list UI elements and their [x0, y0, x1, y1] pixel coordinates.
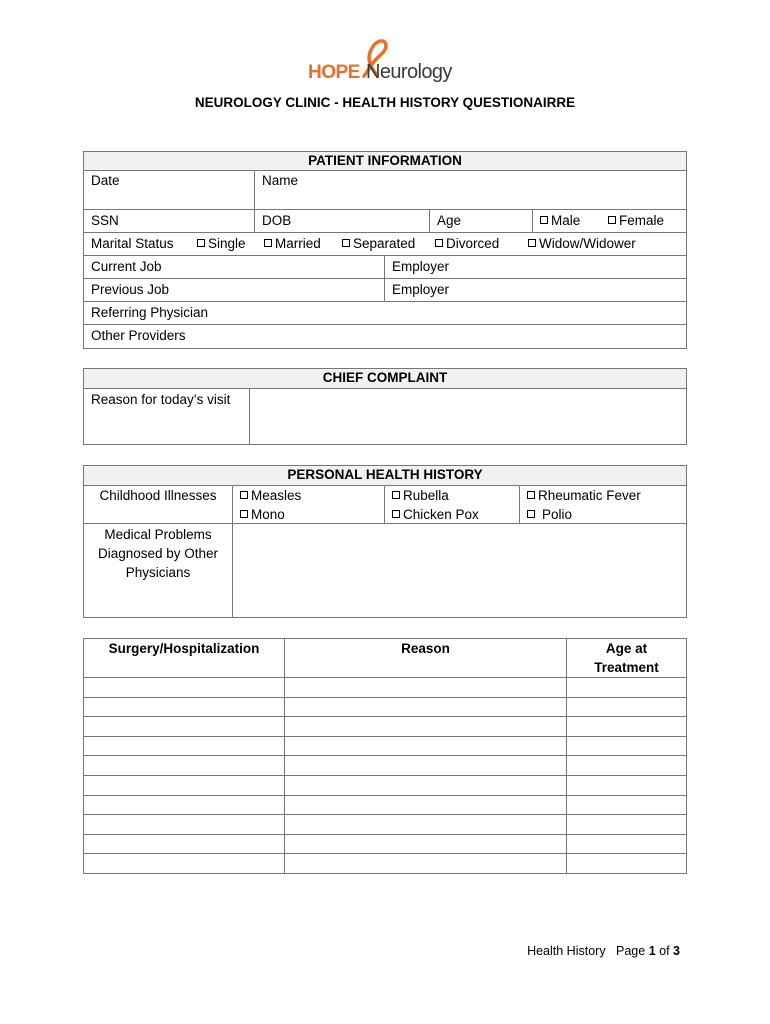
patient-information-header: PATIENT INFORMATION — [83, 151, 687, 171]
reason-cell[interactable] — [284, 736, 567, 757]
childhood-illnesses-label-cell — [83, 485, 233, 524]
rheumatic-fever-checkbox-icon — [527, 491, 535, 499]
age-at-label: Age at — [605, 641, 648, 656]
age-cell[interactable] — [566, 716, 687, 737]
footer-label: Health History — [527, 944, 606, 958]
personal-health-history-header: PERSONAL HEALTH HISTORY — [83, 465, 687, 486]
male-label: Male — [551, 213, 581, 228]
surgery-column-header — [83, 638, 285, 678]
female-checkbox-icon — [608, 216, 616, 224]
medical-problems-label-line3: Physicians — [125, 565, 191, 580]
sex-field — [532, 209, 687, 233]
married-checkbox-icon — [264, 239, 272, 247]
age-cell[interactable] — [566, 795, 687, 816]
chicken-pox-label: Chicken Pox — [403, 507, 479, 522]
age-cell[interactable] — [566, 834, 687, 855]
divorced-checkbox[interactable] — [435, 235, 499, 253]
age-label: Age — [437, 213, 462, 228]
ssn-field[interactable] — [83, 209, 255, 233]
age-cell[interactable] — [566, 755, 687, 776]
single-checkbox-icon — [197, 239, 205, 247]
age-cell[interactable] — [566, 853, 687, 874]
referring-physician-field[interactable] — [83, 301, 687, 325]
ssn-label: SSN — [91, 213, 119, 228]
medical-problems-label-line1: Medical Problems — [104, 527, 212, 542]
reason-cell[interactable] — [284, 814, 567, 835]
age-cell[interactable] — [566, 697, 687, 718]
measles-checkbox[interactable] — [240, 486, 377, 505]
name-label: Name — [262, 173, 299, 188]
married-label: Married — [275, 236, 321, 251]
chief-complaint-header: CHIEF COMPLAINT — [83, 368, 687, 389]
mono-label: Mono — [251, 507, 285, 522]
current-job-field[interactable] — [83, 255, 385, 279]
rubella-label: Rubella — [403, 488, 449, 503]
current-employer-field[interactable] — [384, 255, 687, 279]
surgery-header-label: Surgery/Hospitalization — [108, 641, 260, 656]
reason-cell[interactable] — [284, 697, 567, 718]
age-cell[interactable] — [566, 736, 687, 757]
reason-label: Reason for today’s visit — [91, 392, 231, 407]
polio-label: Polio — [542, 507, 573, 522]
polio-checkbox[interactable] — [527, 505, 679, 524]
marital-status-label: Marital Status — [91, 236, 174, 251]
reason-header-label: Reason — [401, 641, 450, 656]
polio-checkbox-icon — [527, 510, 535, 518]
reason-cell[interactable] — [284, 853, 567, 874]
dob-label: DOB — [262, 213, 292, 228]
rubella-checkbox-icon — [392, 491, 400, 499]
surgery-cell[interactable] — [83, 834, 285, 855]
surgery-cell[interactable] — [83, 677, 285, 698]
logo-hope-text: HOPE — [308, 62, 360, 83]
surgery-cell[interactable] — [83, 853, 285, 874]
reason-cell[interactable] — [284, 677, 567, 698]
medical-problems-label-cell — [83, 523, 233, 618]
treatment-label: Treatment — [594, 660, 659, 675]
widow-label: Widow/Widower — [539, 236, 636, 251]
chicken-pox-checkbox-icon — [392, 510, 400, 518]
rubella-checkbox[interactable] — [392, 486, 512, 505]
childhood-illnesses-label: Childhood Illnesses — [99, 488, 217, 503]
logo-neurology-text: Neurology — [366, 61, 452, 83]
reason-cell[interactable] — [284, 755, 567, 776]
name-field[interactable] — [254, 170, 687, 210]
illness-col-2 — [384, 485, 520, 524]
male-checkbox-icon — [540, 216, 548, 224]
reason-column-header — [284, 638, 567, 678]
surgery-cell[interactable] — [83, 736, 285, 757]
mono-checkbox-icon — [240, 510, 248, 518]
reason-input[interactable] — [249, 388, 687, 445]
dob-field[interactable] — [254, 209, 430, 233]
female-label: Female — [619, 213, 665, 228]
footer-page-word: Page — [616, 944, 646, 958]
married-checkbox[interactable] — [264, 235, 321, 253]
male-checkbox[interactable] — [540, 213, 580, 228]
measles-checkbox-icon — [240, 491, 248, 499]
age-cell[interactable] — [566, 775, 687, 796]
surgery-cell[interactable] — [83, 814, 285, 835]
date-label: Date — [91, 173, 120, 188]
age-cell[interactable] — [566, 814, 687, 835]
surgery-cell[interactable] — [83, 716, 285, 737]
hope-neurology-logo — [306, 34, 466, 88]
single-checkbox[interactable] — [197, 235, 246, 253]
marital-status-row — [83, 232, 687, 256]
measles-label: Measles — [251, 488, 302, 503]
divorced-label: Divorced — [446, 236, 500, 251]
rheumatic-fever-checkbox[interactable] — [527, 486, 679, 505]
form-title: NEUROLOGY CLINIC - HEALTH HISTORY QUESTIONAIRRE — [194, 95, 576, 110]
rheumatic-fever-label: Rheumatic Fever — [538, 488, 641, 503]
previous-employer-field[interactable] — [384, 278, 687, 302]
female-checkbox[interactable] — [608, 213, 664, 228]
single-label: Single — [208, 236, 246, 251]
widow-checkbox-icon — [528, 239, 536, 247]
reason-cell[interactable] — [284, 834, 567, 855]
divorced-checkbox-icon — [435, 239, 443, 247]
previous-job-field[interactable] — [83, 278, 385, 302]
other-providers-label: Other Providers — [91, 328, 186, 343]
date-field[interactable] — [83, 170, 255, 210]
previous-job-label: Previous Job — [91, 282, 170, 297]
medical-problems-input[interactable] — [232, 523, 687, 618]
chicken-pox-checkbox[interactable] — [392, 505, 512, 524]
footer-page-total: 3 — [673, 944, 680, 958]
age-treatment-column-header — [566, 638, 687, 678]
separated-label: Separated — [353, 236, 416, 251]
reason-cell[interactable] — [284, 795, 567, 816]
widow-checkbox[interactable] — [528, 235, 636, 253]
illness-col-3 — [519, 485, 687, 524]
reason-cell[interactable] — [284, 775, 567, 796]
separated-checkbox[interactable] — [342, 235, 415, 253]
reason-label-cell — [83, 388, 250, 445]
surgery-cell[interactable] — [83, 697, 285, 718]
surgery-cell[interactable] — [83, 775, 285, 796]
illness-col-1 — [232, 485, 385, 524]
current-job-label: Current Job — [91, 259, 162, 274]
current-employer-label: Employer — [392, 259, 450, 274]
other-providers-field[interactable] — [83, 324, 687, 349]
page-footer — [527, 944, 680, 958]
mono-checkbox[interactable] — [240, 505, 377, 524]
separated-checkbox-icon — [342, 239, 350, 247]
reason-cell[interactable] — [284, 716, 567, 737]
surgery-cell[interactable] — [83, 755, 285, 776]
medical-problems-label-line2: Diagnosed by Other — [97, 546, 219, 561]
footer-of-word: of — [659, 944, 670, 958]
previous-employer-label: Employer — [392, 282, 450, 297]
surgery-cell[interactable] — [83, 795, 285, 816]
age-cell[interactable] — [566, 677, 687, 698]
age-field[interactable] — [429, 209, 533, 233]
footer-page-number: 1 — [648, 944, 656, 958]
referring-physician-label: Referring Physician — [91, 305, 209, 320]
